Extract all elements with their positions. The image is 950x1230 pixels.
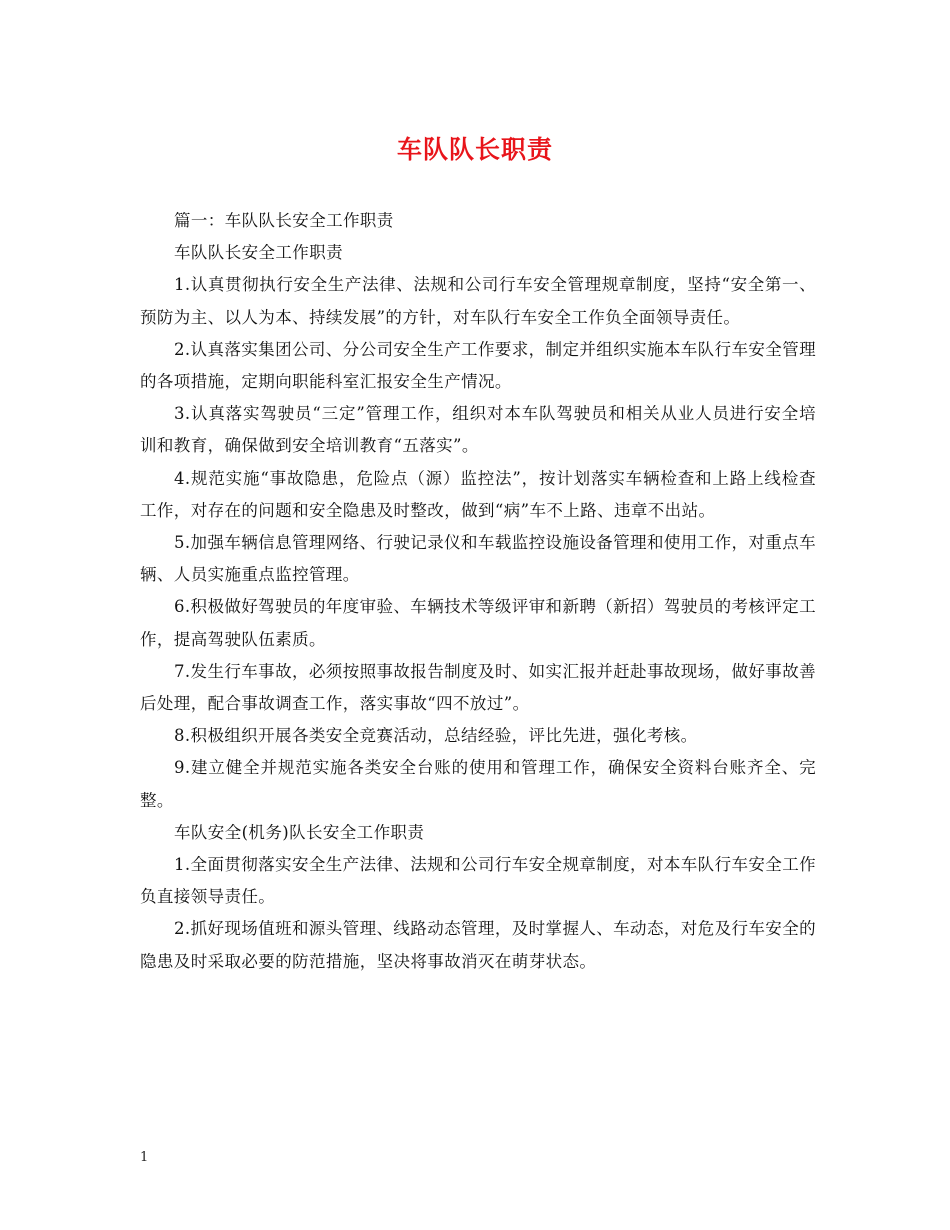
paragraph: 5.加强车辆信息管理网络、行驶记录仪和车载监控设施设备管理和使用工作，对重点车辆、人员实施重点监控管理。: [140, 533, 816, 585]
paragraph: 9.建立健全并规范实施各类安全台账的使用和管理工作，确保安全资料台账齐全、完整。: [140, 758, 816, 810]
paragraph: 7.发生行车事故，必须按照事故报告制度及时、如实汇报并赶赴事故现场，做好事故善后处理，配合事故调查工作，落实事故“四不放过”。: [140, 661, 816, 714]
document-body: [140, 205, 816, 978]
document-title: 车队队长职责: [396, 135, 553, 164]
paragraph: 3.认真落实驾驶员“三定”管理工作，组织对本车队驾驶员和相关从业人员进行安全培训和教育，确保做到安全培训教育“五落实”。: [140, 404, 816, 456]
paragraph: 4.规范实施“事故隐患，危险点（源）监控法”，按计划落实车辆检查和上路上线检查工作，对存在的问题和安全隐患及时整改，做到“病”车不上路、违章不出站。: [140, 468, 816, 520]
paragraph: 6.积极做好驾驶员的年度审验、车辆技术等级评审和新聘（新招）驾驶员的考核评定工作，提高驾驶队伍素质。: [140, 597, 816, 649]
paragraph: 2.抓好现场值班和源头管理、线路动态管理，及时掌握人、车动态，对危及行车安全的隐患及时采取必要的防范措施，坚决将事故消灭在萌芽状态。: [140, 919, 816, 971]
paragraph: 8.积极组织开展各类安全竞赛活动，总结经验，评比先进，强化考核。: [174, 726, 698, 746]
subsection-heading: 车队安全(机务)队长安全工作职责: [174, 822, 425, 842]
paragraph: 1.全面贯彻落实安全生产法律、法规和公司行车安全规章制度，对本车队行车安全工作负直接领导责任。: [140, 855, 816, 907]
paragraph: 2.认真落实集团公司、分公司安全生产工作要求，制定并组织实施本车队行车安全管理的各项措施，定期向职能科室汇报安全生产情况。: [140, 339, 816, 392]
subsection-heading: 车队队长安全工作职责: [174, 243, 343, 263]
paragraph: 1.认真贯彻执行安全生产法律、法规和公司行车安全管理规章制度，坚持“安全第一、预防为主、以人为本、持续发展”的方针，对车队行车安全工作负全面领导责任。: [140, 275, 816, 327]
section-heading: 篇一：车队队长安全工作职责: [174, 211, 394, 230]
page-number: 1: [140, 1150, 149, 1165]
